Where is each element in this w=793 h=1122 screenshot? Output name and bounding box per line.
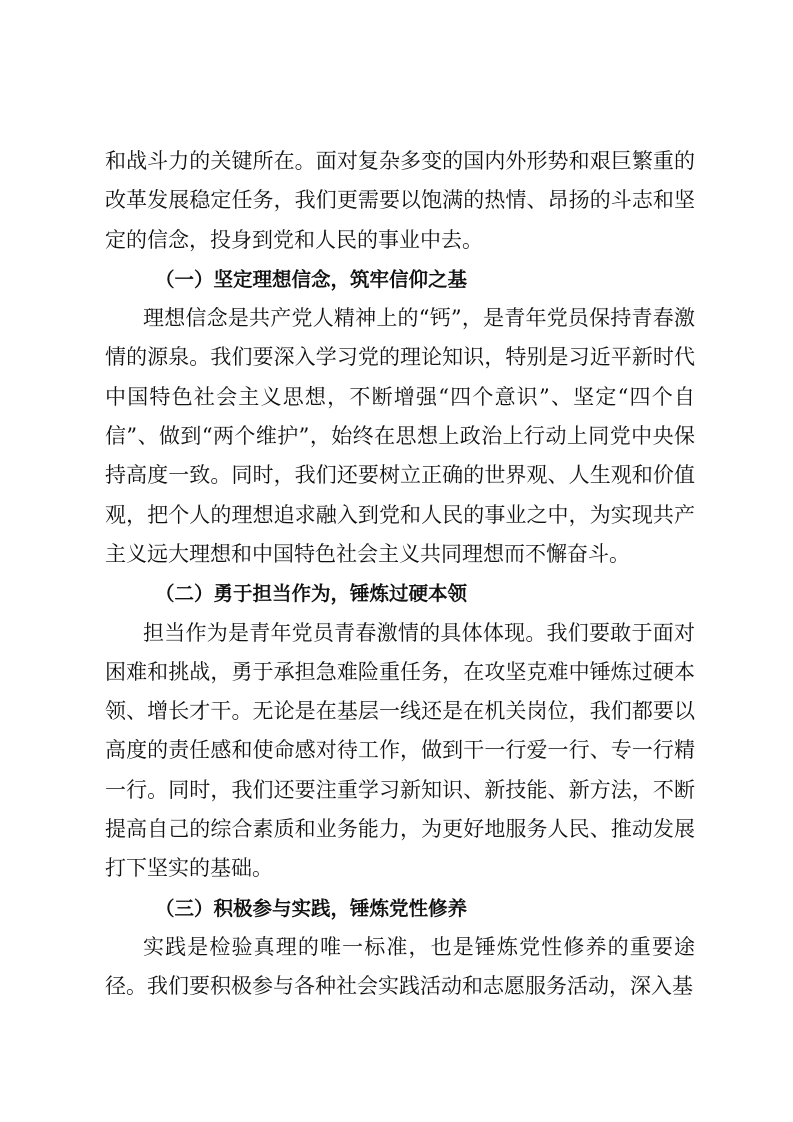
paragraph-section-2: 担当作为是青年党员青春激情的具体体现。我们要敢于面对困难和挑战，勇于承担急难险重任务，在攻坚克难中锤炼过硬本领、增长才干。无论是在基层一线还是在机关岗位，我们都要以高度的责任感和使命感对待工作，做到干一行爱一行、专一行精一行。同时，我们还要注重学习新知识、新技能、新方法，不断提高自己的综合素质和业务能力，为更好地服务人民、推动发展打下坚实的基础。	[105, 620, 695, 881]
section-heading-3: （三）积极参与实践，锤炼党性修养	[155, 896, 468, 920]
section-heading-1: （一）坚定理想信念，筑牢信仰之基	[155, 267, 468, 291]
paragraph-section-3: 实践是检验真理的唯一标准，也是锤炼党性修养的重要途径。我们要积极参与各种社会实践活动和志愿服务活动，深入基	[105, 934, 695, 999]
document-body	[105, 142, 695, 1007]
section-heading-2: （二）勇于担当作为，锤炼过硬本领	[155, 582, 468, 606]
paragraph-intro-continued: 和战斗力的关键所在。面对复杂多变的国内外形势和艰巨繁重的改革发展稳定任务，我们更需要以饱满的热情、昂扬的斗志和坚定的信念，投身到党和人民的事业中去。	[105, 149, 695, 252]
paragraph-section-1: 理想信念是共产党人精神上的“钙”，是青年党员保持青春激情的源泉。我们要深入学习党的理论知识，特别是习近平新时代中国特色社会主义思想，不断增强“四个意识”、坚定“四个自信”、做到“两个维护”，始终在思想上政治上行动上同党中央保持高度一致。同时，我们还要树立正确的世界观、人生观和价值观，把个人的理想追求融入到党和人民的事业之中，为实现共产主义远大理想和中国特色社会主义共同理想而不懈奋斗。	[105, 306, 695, 566]
